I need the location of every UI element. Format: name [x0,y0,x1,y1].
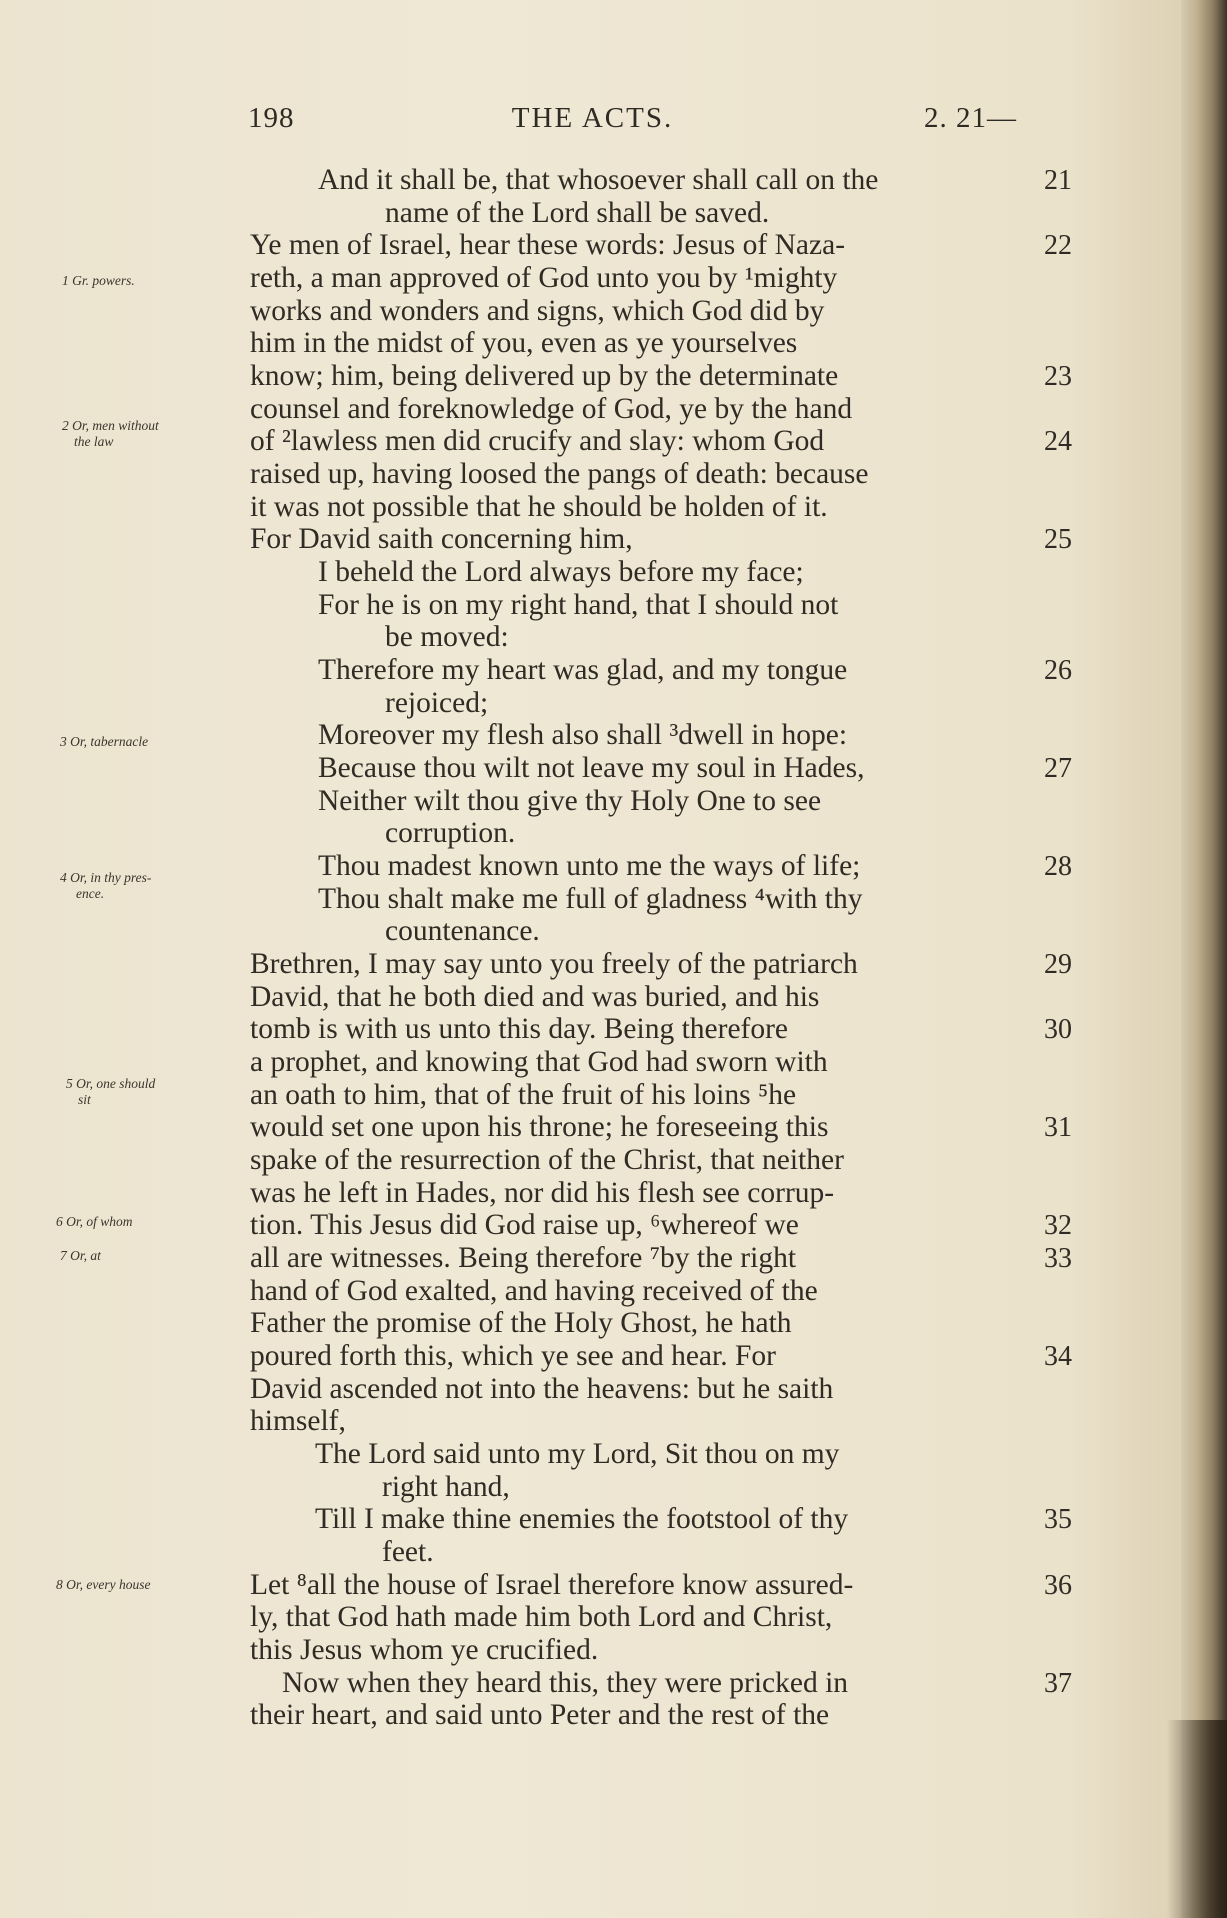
text-line: The Lord said unto my Lord, Sit thou on my [315,1438,840,1470]
text-line: Moreover my flesh also shall ³dwell in hope: [318,719,848,751]
verse-number: 28 [1044,851,1072,882]
margin-note: ence. [76,886,105,901]
verse-number: 26 [1044,655,1072,686]
verse-number: 36 [1044,1570,1072,1601]
text-line: corruption. [385,817,516,849]
verse-number: 37 [1044,1668,1072,1699]
text-line: Brethren, I may say unto you freely of the patriarch [250,948,858,980]
verse-number: 35 [1044,1504,1072,1535]
text-line: this Jesus whom ye crucified. [250,1634,599,1666]
text-line: works and wonders and signs, which God did by [250,295,825,327]
text-line: For David saith concerning him, [250,523,633,555]
verse-number: 29 [1044,949,1072,980]
verse-number: 33 [1044,1243,1072,1274]
text-line: I beheld the Lord always before my face; [318,556,804,588]
text-line: a prophet, and knowing that God had sworn with [250,1046,828,1078]
text-line: would set one upon his throne; he foreseeing this [250,1111,829,1143]
text-line: raised up, having loosed the pangs of death: because [250,458,869,490]
text-line: all are witnesses. Being therefore ⁷by the right [250,1242,797,1274]
text-line: be moved: [385,621,509,653]
text-line: counsel and foreknowledge of God, ye by the hand [250,393,853,425]
text-line: feet. [382,1536,434,1568]
verse-number: 24 [1044,426,1072,457]
page-edge-shadow [1167,1720,1227,1918]
verse-number: 27 [1044,753,1072,784]
text-line: him in the midst of you, even as ye yourselves [250,327,798,359]
verse-number: 21 [1044,165,1072,196]
text-line: an oath to him, that of the fruit of his loins ⁵he [250,1079,797,1111]
text-line: himself, [250,1405,346,1437]
margin-note: 4 Or, in thy pres- [60,870,152,885]
verse-number: 23 [1044,361,1072,392]
margin-note: 3 Or, tabernacle [60,734,149,749]
text-line: spake of the resurrection of the Christ, that neither [250,1144,844,1176]
running-title: THE ACTS. [511,102,674,134]
text-line: Let ⁸all the house of Israel therefore know assured- [250,1569,854,1601]
page-number: 198 [248,102,295,134]
text-line: ly, that God hath made him both Lord and Christ, [250,1601,833,1633]
text-line: Ye men of Israel, hear these words: Jesus of Naza- [250,229,846,261]
text-line: Thou shalt make me full of gladness ⁴with thy [318,883,863,915]
text-line: poured forth this, which ye see and hear. For [250,1340,776,1372]
text-line: And it shall be, that whosoever shall call on the [318,164,879,196]
margin-note: 1 Gr. powers. [62,273,135,288]
text-line: Till I make thine enemies the footstool of thy [315,1503,849,1535]
verse-number: 34 [1044,1341,1072,1372]
verse-number: 25 [1044,524,1072,555]
text-line: Neither wilt thou give thy Holy One to see [318,785,822,817]
margin-note: 8 Or, every house [56,1577,151,1592]
text-line: right hand, [382,1471,510,1503]
margin-note: sit [78,1092,91,1107]
verse-number: 22 [1044,230,1072,261]
text-line: Therefore my heart was glad, and my tongue [318,654,848,686]
text-line: Father the promise of the Holy Ghost, he hath [250,1307,792,1339]
margin-note: 2 Or, men without [62,418,159,433]
text-line: Now when they heard this, they were pricked in [282,1667,849,1699]
margin-note: the law [74,434,114,449]
margin-note: 5 Or, one should [66,1076,156,1091]
text-line: countenance. [385,915,540,947]
text-line: it was not possible that he should be holden of it. [250,491,828,523]
text-line: Because thou wilt not leave my soul in Hades, [318,752,865,784]
margin-note: 6 Or, of whom [56,1214,133,1229]
margin-note: 7 Or, at [60,1248,101,1263]
page-edge [1181,0,1227,1918]
text-line: tomb is with us unto this day. Being therefore [250,1013,789,1045]
verse-number: 32 [1044,1210,1072,1241]
text-line: rejoiced; [385,687,489,719]
text-line: For he is on my right hand, that I should not [318,589,839,621]
text-line: know; him, being delivered up by the determinate [250,360,839,392]
running-header [0,98,1185,138]
verse-number: 30 [1044,1014,1072,1045]
text-line: reth, a man approved of God unto you by ¹mighty [250,262,838,294]
text-line: tion. This Jesus did God raise up, ⁶whereof we [250,1209,799,1241]
text-line: name of the Lord shall be saved. [385,197,770,229]
verse-number: 31 [1044,1112,1072,1143]
text-line: David ascended not into the heavens: but he saith [250,1373,834,1405]
text-line: David, that he both died and was buried, and his [250,981,820,1013]
text-line: their heart, and said unto Peter and the rest of the [250,1699,830,1731]
text-line: was he left in Hades, nor did his flesh see corrup- [250,1177,835,1209]
chapter-verse-reference: 2. 21— [924,102,1017,134]
text-line: hand of God exalted, and having received of the [250,1275,818,1307]
text-line: Thou madest known unto me the ways of life; [318,850,861,882]
text-line: of ²lawless men did crucify and slay: whom God [250,425,825,457]
